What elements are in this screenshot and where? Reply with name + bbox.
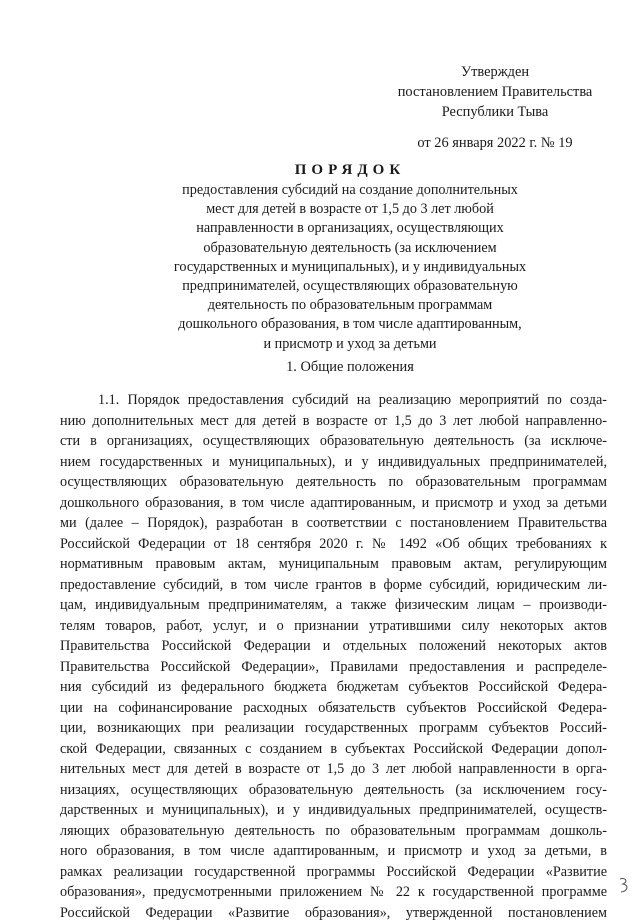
paragraph-line: цам, индивидуальным предпринимателям, а также физическим лицам – производи- (60, 595, 607, 616)
paragraph-line: ляющих образовательную деятельность по образовательным программам дошколь- (60, 821, 607, 842)
paragraph-line: Правительства Российской Федерации», Правилами предоставления и распределе- (60, 657, 607, 678)
paragraph-line: дошкольного образования, в том числе адаптированным, и присмотр и уход за детьми (60, 493, 607, 514)
paragraph-line: нию дополнительных мест для детей в возрасте от 1,5 до 3 лет любой направленно- (60, 411, 607, 432)
subtitle-line: дошкольного образования, в том числе адаптированным, (60, 315, 640, 334)
paragraph-line: ции на софинансирование расходных обязательств субъектов Российской Федера- (60, 698, 607, 719)
paragraph-line: дарственных и муниципальных), и у индивидуальных предпринимателей, осуществ- (60, 800, 607, 821)
paragraph-line: ми (далее – Порядок), разработан в соответствии с постановлением Правительства (60, 513, 607, 534)
paragraph-line: образования», предусмотренными приложением № 22 к государственной программе (60, 882, 607, 903)
paragraph-line: низациях, осуществляющих образовательную деятельность (за исключением госу- (60, 780, 607, 801)
paragraph-line: Российской Федерации от 18 сентября 2020 г. № 1492 «Об общих требованиях к (60, 534, 607, 555)
subtitle-line: государственных и муниципальных), и у индивидуальных (60, 258, 640, 277)
subtitle-line: мест для детей в возрасте от 1,5 до 3 лет любой (60, 200, 640, 219)
approval-line: Республики Тыва (380, 102, 610, 122)
paragraph-line: рамках реализации государственной программы Российской Федерации «Развитие (60, 862, 607, 883)
document-subtitle (60, 181, 640, 354)
subtitle-line: направленности в организациях, осуществляющих (60, 219, 640, 238)
subtitle-line: предпринимателей, осуществляющих образовательную (60, 277, 640, 296)
approval-line: Утвержден (380, 62, 610, 82)
body-paragraph (60, 390, 607, 923)
subtitle-line: и присмотр и уход за детьми (60, 335, 640, 354)
subtitle-line: деятельность по образовательным программам (60, 296, 640, 315)
subtitle-line: образовательную деятельность (за исключением (60, 239, 640, 258)
document-title: ПОРЯДОК (60, 160, 640, 180)
paragraph-line: нием государственных и муниципальных), и у индивидуальных предпринимателей, (60, 452, 607, 473)
section-heading: 1. Общие положения (60, 357, 640, 377)
approval-block (380, 62, 610, 153)
paragraph-line: ции, возникающих при реализации государственных программ субъектов Россий- (60, 718, 607, 739)
scan-mark-icon (617, 876, 631, 896)
paragraph-line: предоставление субсидий, в том числе грантов в форме субсидий, юридическим ли- (60, 575, 607, 596)
paragraph-line: ного образования, в том числе адаптированным, и присмотр и уход за детьми, в (60, 841, 607, 862)
paragraph-line: нительных мест для детей в возрасте от 1,5 до 3 лет любой направленности в орга- (60, 759, 607, 780)
paragraph-line: телям товаров, работ, услуг, и о признании утратившими силу некоторых актов (60, 616, 607, 637)
approval-line: постановлением Правительства (380, 82, 610, 102)
paragraph-line: ской Федерации, связанных с созданием в субъектах Российской Федерации допол- (60, 739, 607, 760)
paragraph-line: нормативным правовым актам, муниципальным правовым актам, регулирующим (60, 554, 607, 575)
paragraph-line: 1.1. Порядок предоставления субсидий на реализацию мероприятий по созда- (60, 390, 607, 411)
paragraph-line: сти в организациях, осуществляющих образовательную деятельность (за исключе- (60, 431, 607, 452)
paragraph-line: Правительства Российской Федерации и отдельных положений некоторых актов (60, 636, 607, 657)
approval-date: от 26 января 2022 г. № 19 (380, 133, 610, 153)
paragraph-line: осуществляющих образовательную деятельность по образовательным программам (60, 472, 607, 493)
paragraph-line: ния субсидий из федерального бюджета бюджетам субъектов Российской Федера- (60, 677, 607, 698)
subtitle-line: предоставления субсидий на создание дополнительных (60, 181, 640, 200)
paragraph-line: Российской Федерации «Развитие образования», утвержденной постановлением (60, 903, 607, 923)
